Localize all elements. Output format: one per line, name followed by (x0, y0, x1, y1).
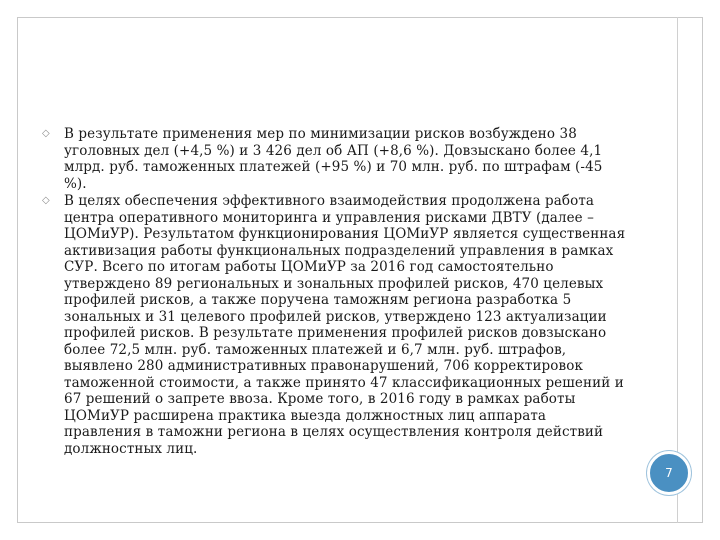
page-number-badge (647, 451, 691, 495)
bullet-text: В результате применения мер по минимизации рисков возбуждено 38 уголовных дел (+4,5 %) и 3 426 дел об АП (+8,6 %). Довзыскано более 4,1 млрд. руб. таможенных платежей (+95 %) и 70 млн. руб. по штрафам (-45 %). (64, 126, 603, 192)
vertical-divider (677, 17, 678, 523)
bullet-item (42, 126, 627, 192)
bullet-text: В целях обеспечения эффективного взаимодействия продолжена работа центра оперативного мониторинга и управления рисками ДВТУ (далее – ЦОМиУР). Результатом функционирования ЦОМиУР является существенная активизация работы функциональных подразделений управления в рамках СУР. Всего по итогам работы ЦОМиУР за 2016 год самостоятельно утверждено 89 региональных и зональных профилей рисков, 470 целевых профилей рисков, а также поручена таможням региона разработка 5 зональных и 31 целевого профилей рисков, утверждено 123 актуализации профилей рисков. В результате применения профилей рисков довзыскано более 72,5 млн. руб. таможенных платежей и 6,7 млн. руб. штрафов, выявлено 280 административных правонарушений, 706 корректировок таможенной стоимости, а также принято 47 классификационных решений и 67 решений о запрете ввоза. Кроме того, в 2016 году в рамках работы ЦОМиУР расширена практика выезда должностных лиц аппарата правления в таможни региона в целях осуществления контроля действий должностных лиц. (64, 193, 626, 457)
page-number: 7 (665, 466, 673, 480)
bullet-item (42, 193, 627, 457)
hollow-diamond-bullet-icon: ◇ (42, 128, 50, 139)
slide-content (42, 126, 627, 458)
hollow-diamond-bullet-icon: ◇ (42, 195, 50, 206)
